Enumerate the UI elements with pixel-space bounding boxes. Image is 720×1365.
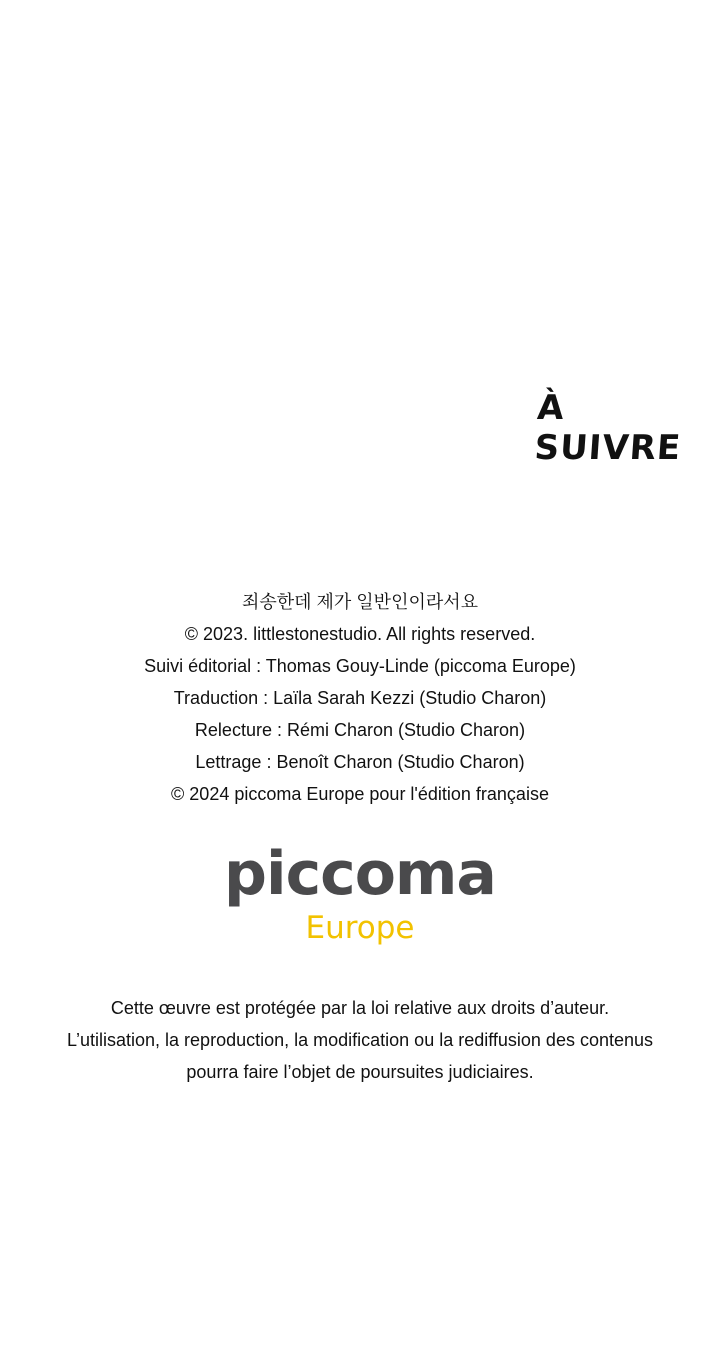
notice-line-protection: Cette œuvre est protégée par la loi relative aux droits d’auteur.	[110, 998, 610, 1018]
logo-wordmark: piccoma	[224, 839, 496, 909]
credits-proofreading: Relecture : Rémi Charon (Studio Charon)	[194, 720, 526, 740]
credits-editorial: Suivi éditorial : Thomas Gouy-Linde (piccoma Europe)	[144, 656, 576, 676]
notice-line-legal: pourra faire l’objet de poursuites judiciaires.	[186, 1062, 534, 1082]
credits-copyright-french: © 2024 piccoma Europe pour l'édition française	[171, 784, 549, 804]
piccoma-europe-logo	[0, 836, 720, 946]
credits-title: 죄송한데 제가 일반인이라서요	[241, 592, 479, 612]
credits-copyright-original: © 2023. littlestonestudio. All rights reserved.	[184, 624, 536, 644]
credits-lettering: Lettrage : Benoît Charon (Studio Charon)	[195, 752, 525, 772]
credits-translation: Traduction : Laïla Sarah Kezzi (Studio Charon)	[173, 688, 547, 708]
copyright-notice	[0, 992, 720, 1088]
notice-line-usage: L’utilisation, la reproduction, la modification ou la rediffusion des contenus	[66, 1030, 654, 1050]
to-be-continued-label: À SUIVRE	[533, 388, 683, 468]
credits-block	[0, 586, 720, 810]
logo-region: Europe	[305, 910, 415, 946]
